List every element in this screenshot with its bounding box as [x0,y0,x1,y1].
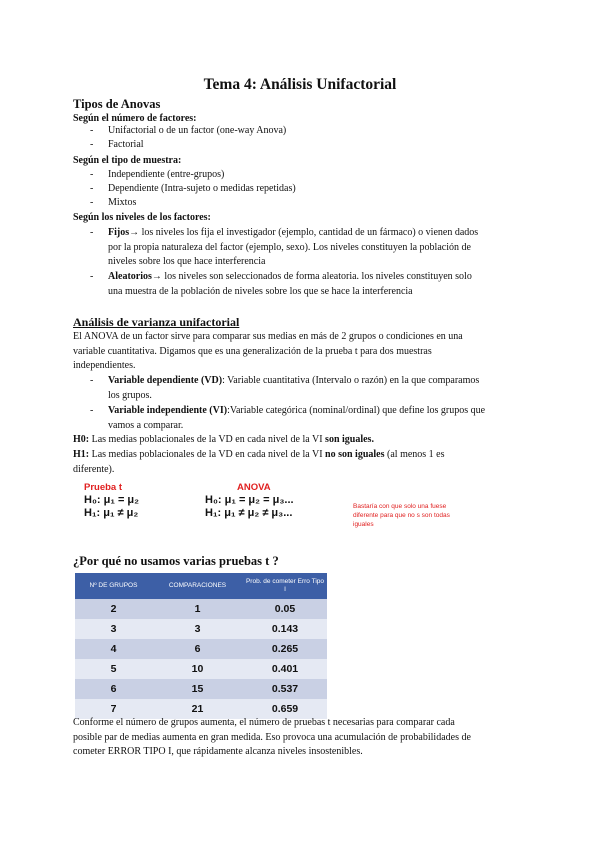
anova-note: Bastaría con que solo una fuese diferente para que no s son todas iguales [353,503,450,528]
conclusion-paragraph: Conforme el número de grupos aumenta, el número de pruebas t necesarias para comparar cada posible par de medias aumenta en gran medida. Eso provoca una acumulación de probabilidades de cometer ERROR TIPO I, que rápidamente alcanza niveles insostenibles. [73,717,471,757]
table-header: Prob. de cometer Erro Tipo I [243,573,327,599]
prueba-t-h1: H₁: μ₁ ≠ μ₂ [84,507,139,519]
heading-levels: Según los niveles de los factores: [73,212,211,223]
anova-h1: H₁: μ₁ ≠ μ₂ ≠ μ₃... [205,507,293,519]
table-row: 4 6 0.265 [75,639,327,659]
prueba-t-block [84,481,139,520]
prueba-t-h0: H₀: μ₁ = μ₂ [84,494,140,506]
table-row: 5 10 0.401 [75,659,327,679]
heading-por-que: ¿Por qué no usamos varias pruebas t ? [73,554,279,568]
prueba-t-label: Prueba t [84,482,123,493]
table-header: COMPARACIONES [152,573,243,599]
heading-sample: Según el tipo de muestra: [73,155,182,166]
h0-statement: H0: Las medias poblacionales de la VD en cada nivel de la VI son iguales. [73,434,374,445]
h1-statement: H1: Las medias poblacionales de la VD en cada nivel de la VI no son iguales (al menos 1 es diferente). [73,449,445,475]
heading-factors: Según el número de factores: [73,113,197,124]
error-tipo-i-table [75,573,327,719]
heading-tipos-anovas: Tipos de Anovas [73,97,161,111]
table-row: 6 15 0.537 [75,679,327,699]
heading-analisis-varianza: Análisis de varianza unifactorial [73,315,240,329]
table-row: 7 21 0.659 [75,699,327,719]
intro-paragraph: El ANOVA de un factor sirve para comparar sus medias en más de 2 grupos o condiciones en una variable cuantitativa. Digamos que es una generalización de la prueba t para dos muestras independientes. [73,331,463,371]
anova-block [205,481,294,520]
page-title: Tema 4: Análisis Unifactorial [203,76,397,93]
document-page: Tema 4: Análisis Unifactorial Tipos de Anovas Según el número de factores: - Unifactorial o de un factor (one-way Anova) - Factorial Según el tipo de muestra: - Independiente (entre-grupos) - Dependiente (Intra-sujeto o medidas repetidas) - Mixtos Según los niveles de los factores: - Fijos→ los niveles los fija el investigador (ejemplo, cantidad de un fármaco) o vienen dados por la propia naturaleza del factor (ejemplo, sexo). Los niveles constituyen la población de niveles sobre los que hace interferencia - Aleatorios→ los niveles son seleccionados de forma aleatoria. los niveles constituyen solo una muestra de la población de niveles sobre los que se hace la interferencia Análisis de varianza unifactorial El ANOVA de un factor sirve para comparar sus medias en más de 2 grupos o condiciones en una variable cuantitativa. Digamos que es una generalización de la prueba t para dos muestras independientes. - Variable dependiente (VD): Variable cuantitativa (Intervalo o razón) en la que comparamos los grupos. - Variable independiente (VI):Variable categórica (nominal/ordinal) que define los grupos que vamos a comparar. H0: Las medias poblacionales de la VD en cada nivel de la VI son iguales. H1: Las medias poblacionales de la VD en cada nivel de la VI no son iguales (al menos 1 es diferente). Prueba t H₀: μ₁ = μ₂ H₁: μ₁ ≠ μ₂ ANOVA H₀: μ₁ = μ₂ = μ₃... H₁: μ₁ ≠ μ₂ ≠ μ₃... Bastaría con que solo una fuese diferente para que no s son todas iguales ¿Por qué no usamos varias pruebas t ? Nº DE GRUPOS COMPARACIONES Prob. de cometer Erro Tipo I 2 1 0.05 3 3 0.143 4 6 0.265 5 10 0.401 6 15 0.537 7 21 0.659 Conforme el número de grupos aumenta, el número de pruebas t necesarias para comparar cada posible par de medias aumenta en gran medida. Eso provoca una acumulación de probabilidades de cometer ERROR TIPO I, que rápidamente alcanza niveles insostenibles. [0,0,600,848]
table-row: 3 3 0.143 [75,619,327,639]
table-header: Nº DE GRUPOS [75,573,152,599]
anova-h0: H₀: μ₁ = μ₂ = μ₃... [205,494,294,506]
table-row: 2 1 0.05 [75,599,327,619]
anova-label: ANOVA [237,482,271,493]
